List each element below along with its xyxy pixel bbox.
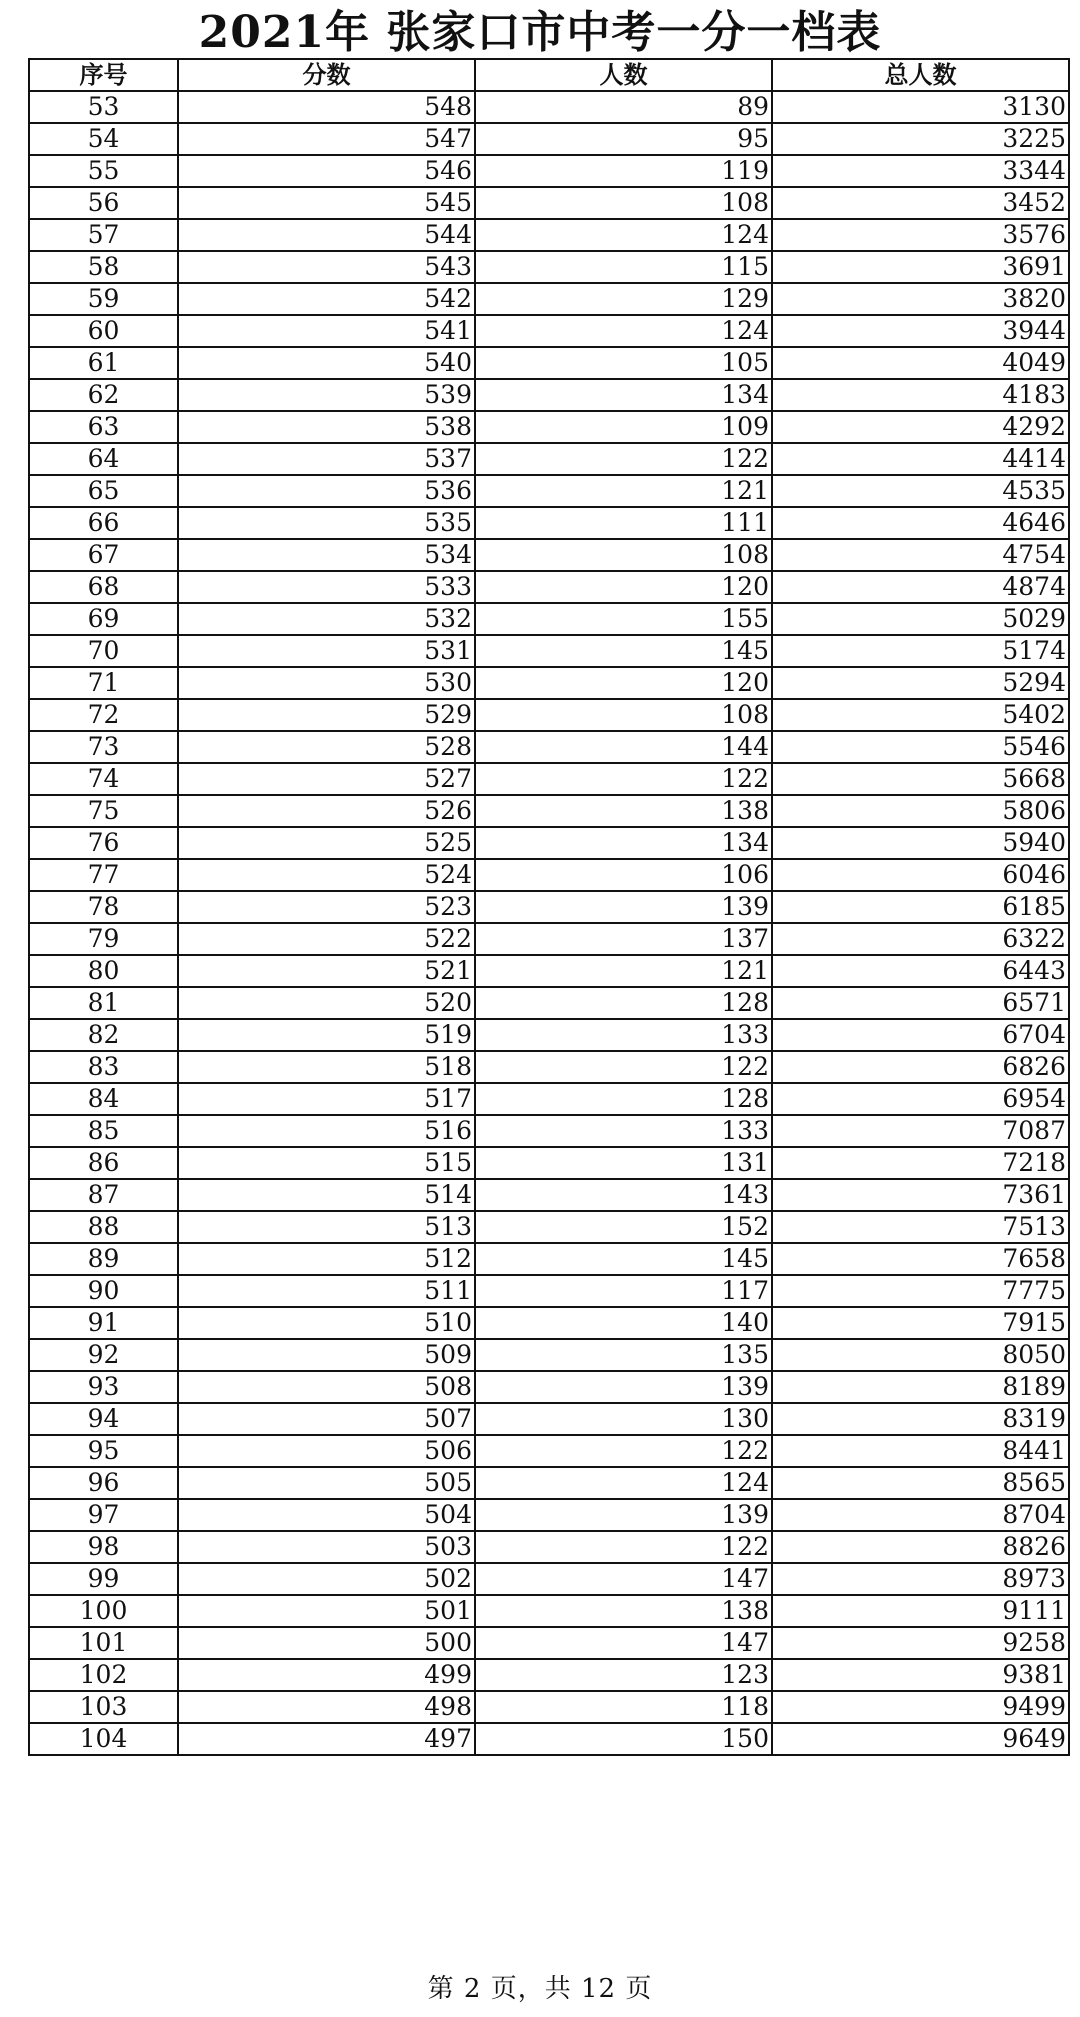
- cell-count: 123: [475, 1659, 772, 1691]
- cell-total: 4049: [772, 347, 1069, 379]
- table-row: [29, 1627, 1069, 1659]
- table-row: [29, 443, 1069, 475]
- cell-seq: 94: [29, 1403, 178, 1435]
- cell-seq: 64: [29, 443, 178, 475]
- table-row: [29, 411, 1069, 443]
- cell-score: 545: [178, 187, 475, 219]
- table-row: [29, 1147, 1069, 1179]
- table-row: [29, 251, 1069, 283]
- table-row: [29, 795, 1069, 827]
- cell-seq: 55: [29, 155, 178, 187]
- cell-count: 105: [475, 347, 772, 379]
- cell-seq: 59: [29, 283, 178, 315]
- cell-seq: 79: [29, 923, 178, 955]
- cell-score: 516: [178, 1115, 475, 1147]
- cell-total: 9111: [772, 1595, 1069, 1627]
- cell-count: 147: [475, 1627, 772, 1659]
- cell-total: 5294: [772, 667, 1069, 699]
- cell-total: 4754: [772, 539, 1069, 571]
- table-header-row: [29, 59, 1069, 91]
- cell-count: 143: [475, 1179, 772, 1211]
- cell-count: 138: [475, 795, 772, 827]
- cell-seq: 101: [29, 1627, 178, 1659]
- cell-count: 120: [475, 667, 772, 699]
- cell-total: 9499: [772, 1691, 1069, 1723]
- cell-count: 89: [475, 91, 772, 123]
- table-row: [29, 1243, 1069, 1275]
- cell-total: 8973: [772, 1563, 1069, 1595]
- table-row: [29, 507, 1069, 539]
- cell-score: 500: [178, 1627, 475, 1659]
- cell-count: 137: [475, 923, 772, 955]
- cell-count: 133: [475, 1115, 772, 1147]
- cell-count: 145: [475, 635, 772, 667]
- cell-count: 121: [475, 475, 772, 507]
- cell-count: 106: [475, 859, 772, 891]
- cell-seq: 84: [29, 1083, 178, 1115]
- table-row: [29, 571, 1069, 603]
- cell-score: 505: [178, 1467, 475, 1499]
- cell-count: 117: [475, 1275, 772, 1307]
- cell-seq: 63: [29, 411, 178, 443]
- cell-total: 3820: [772, 283, 1069, 315]
- cell-score: 548: [178, 91, 475, 123]
- cell-count: 122: [475, 1531, 772, 1563]
- table-row: [29, 1115, 1069, 1147]
- cell-seq: 68: [29, 571, 178, 603]
- cell-score: 542: [178, 283, 475, 315]
- table-row: [29, 923, 1069, 955]
- cell-total: 6704: [772, 1019, 1069, 1051]
- cell-total: 3130: [772, 91, 1069, 123]
- cell-count: 108: [475, 699, 772, 731]
- cell-score: 515: [178, 1147, 475, 1179]
- cell-total: 5174: [772, 635, 1069, 667]
- cell-count: 147: [475, 1563, 772, 1595]
- cell-seq: 90: [29, 1275, 178, 1307]
- cell-score: 520: [178, 987, 475, 1019]
- cell-seq: 69: [29, 603, 178, 635]
- cell-score: 511: [178, 1275, 475, 1307]
- table-row: [29, 1211, 1069, 1243]
- cell-total: 6322: [772, 923, 1069, 955]
- cell-score: 506: [178, 1435, 475, 1467]
- cell-total: 7658: [772, 1243, 1069, 1275]
- cell-score: 519: [178, 1019, 475, 1051]
- cell-total: 9649: [772, 1723, 1069, 1755]
- cell-total: 4535: [772, 475, 1069, 507]
- cell-seq: 93: [29, 1371, 178, 1403]
- table-row: [29, 379, 1069, 411]
- cell-seq: 85: [29, 1115, 178, 1147]
- cell-seq: 78: [29, 891, 178, 923]
- cell-score: 528: [178, 731, 475, 763]
- cell-count: 139: [475, 891, 772, 923]
- cell-score: 530: [178, 667, 475, 699]
- cell-total: 7218: [772, 1147, 1069, 1179]
- page-title: 2021年 张家口市中考一分一档表: [198, 7, 882, 58]
- cell-seq: 88: [29, 1211, 178, 1243]
- page-footer: 第 2 页，共 12 页: [427, 1974, 653, 2004]
- table-row: [29, 1723, 1069, 1755]
- cell-total: 4183: [772, 379, 1069, 411]
- cell-score: 518: [178, 1051, 475, 1083]
- cell-count: 124: [475, 1467, 772, 1499]
- table-row: [29, 1659, 1069, 1691]
- cell-seq: 72: [29, 699, 178, 731]
- cell-seq: 56: [29, 187, 178, 219]
- cell-score: 547: [178, 123, 475, 155]
- cell-total: 9381: [772, 1659, 1069, 1691]
- cell-count: 128: [475, 987, 772, 1019]
- table-row: [29, 1179, 1069, 1211]
- cell-seq: 54: [29, 123, 178, 155]
- table-row: [29, 1563, 1069, 1595]
- table-row: [29, 1051, 1069, 1083]
- table-row: [29, 539, 1069, 571]
- cell-score: 534: [178, 539, 475, 571]
- cell-score: 529: [178, 699, 475, 731]
- cell-count: 108: [475, 539, 772, 571]
- cell-seq: 103: [29, 1691, 178, 1723]
- cell-score: 504: [178, 1499, 475, 1531]
- cell-seq: 66: [29, 507, 178, 539]
- cell-total: 4292: [772, 411, 1069, 443]
- cell-seq: 82: [29, 1019, 178, 1051]
- table-row: [29, 635, 1069, 667]
- cell-count: 144: [475, 731, 772, 763]
- cell-seq: 80: [29, 955, 178, 987]
- table-row: [29, 731, 1069, 763]
- cell-total: 6443: [772, 955, 1069, 987]
- cell-score: 538: [178, 411, 475, 443]
- cell-score: 533: [178, 571, 475, 603]
- cell-count: 122: [475, 763, 772, 795]
- cell-score: 525: [178, 827, 475, 859]
- cell-count: 145: [475, 1243, 772, 1275]
- table-row: [29, 1371, 1069, 1403]
- cell-count: 122: [475, 1051, 772, 1083]
- cell-total: 8704: [772, 1499, 1069, 1531]
- cell-seq: 99: [29, 1563, 178, 1595]
- cell-total: 6954: [772, 1083, 1069, 1115]
- cell-total: 5806: [772, 795, 1069, 827]
- cell-count: 155: [475, 603, 772, 635]
- table-row: [29, 123, 1069, 155]
- table-row: [29, 475, 1069, 507]
- header-count: 人数: [475, 59, 772, 91]
- table-row: [29, 219, 1069, 251]
- cell-seq: 95: [29, 1435, 178, 1467]
- cell-count: 128: [475, 1083, 772, 1115]
- cell-total: 5029: [772, 603, 1069, 635]
- cell-score: 502: [178, 1563, 475, 1595]
- cell-total: 8826: [772, 1531, 1069, 1563]
- cell-score: 501: [178, 1595, 475, 1627]
- cell-score: 544: [178, 219, 475, 251]
- cell-count: 135: [475, 1339, 772, 1371]
- cell-score: 539: [178, 379, 475, 411]
- cell-total: 5668: [772, 763, 1069, 795]
- cell-seq: 96: [29, 1467, 178, 1499]
- cell-seq: 98: [29, 1531, 178, 1563]
- cell-score: 540: [178, 347, 475, 379]
- cell-seq: 92: [29, 1339, 178, 1371]
- cell-score: 543: [178, 251, 475, 283]
- cell-count: 124: [475, 315, 772, 347]
- cell-count: 108: [475, 187, 772, 219]
- table-row: [29, 667, 1069, 699]
- cell-seq: 102: [29, 1659, 178, 1691]
- table-row: [29, 827, 1069, 859]
- cell-total: 3691: [772, 251, 1069, 283]
- cell-seq: 86: [29, 1147, 178, 1179]
- table-row: [29, 1339, 1069, 1371]
- cell-score: 526: [178, 795, 475, 827]
- cell-seq: 91: [29, 1307, 178, 1339]
- cell-seq: 58: [29, 251, 178, 283]
- cell-count: 118: [475, 1691, 772, 1723]
- cell-count: 121: [475, 955, 772, 987]
- cell-seq: 57: [29, 219, 178, 251]
- table-row: [29, 91, 1069, 123]
- cell-seq: 87: [29, 1179, 178, 1211]
- cell-seq: 71: [29, 667, 178, 699]
- table-row: [29, 699, 1069, 731]
- table-row: [29, 859, 1069, 891]
- cell-seq: 74: [29, 763, 178, 795]
- cell-count: 122: [475, 1435, 772, 1467]
- table-row: [29, 283, 1069, 315]
- cell-total: 3344: [772, 155, 1069, 187]
- table-row: [29, 315, 1069, 347]
- cell-score: 509: [178, 1339, 475, 1371]
- cell-total: 7775: [772, 1275, 1069, 1307]
- cell-seq: 53: [29, 91, 178, 123]
- cell-count: 95: [475, 123, 772, 155]
- cell-seq: 73: [29, 731, 178, 763]
- cell-seq: 65: [29, 475, 178, 507]
- score-table: [28, 58, 1070, 1756]
- cell-count: 115: [475, 251, 772, 283]
- cell-total: 8441: [772, 1435, 1069, 1467]
- cell-seq: 104: [29, 1723, 178, 1755]
- cell-score: 541: [178, 315, 475, 347]
- table-row: [29, 1691, 1069, 1723]
- table-row: [29, 187, 1069, 219]
- cell-score: 498: [178, 1691, 475, 1723]
- header-seq: 序号: [29, 59, 178, 91]
- cell-total: 6046: [772, 859, 1069, 891]
- cell-total: 3944: [772, 315, 1069, 347]
- table-row: [29, 1531, 1069, 1563]
- header-total: 总人数: [772, 59, 1069, 91]
- cell-score: 517: [178, 1083, 475, 1115]
- table-row: [29, 1083, 1069, 1115]
- table-row: [29, 955, 1069, 987]
- cell-total: 8050: [772, 1339, 1069, 1371]
- cell-score: 513: [178, 1211, 475, 1243]
- table-row: [29, 1403, 1069, 1435]
- cell-total: 5940: [772, 827, 1069, 859]
- cell-seq: 81: [29, 987, 178, 1019]
- cell-total: 4874: [772, 571, 1069, 603]
- table-row: [29, 347, 1069, 379]
- cell-seq: 83: [29, 1051, 178, 1083]
- cell-count: 133: [475, 1019, 772, 1051]
- cell-count: 138: [475, 1595, 772, 1627]
- table-row: [29, 891, 1069, 923]
- cell-score: 514: [178, 1179, 475, 1211]
- cell-score: 536: [178, 475, 475, 507]
- cell-count: 124: [475, 219, 772, 251]
- cell-seq: 77: [29, 859, 178, 891]
- cell-count: 122: [475, 443, 772, 475]
- cell-total: 6571: [772, 987, 1069, 1019]
- cell-total: 5546: [772, 731, 1069, 763]
- cell-score: 512: [178, 1243, 475, 1275]
- cell-total: 4646: [772, 507, 1069, 539]
- cell-count: 134: [475, 379, 772, 411]
- cell-seq: 97: [29, 1499, 178, 1531]
- cell-count: 140: [475, 1307, 772, 1339]
- cell-total: 9258: [772, 1627, 1069, 1659]
- cell-score: 524: [178, 859, 475, 891]
- cell-total: 4414: [772, 443, 1069, 475]
- cell-count: 119: [475, 155, 772, 187]
- cell-total: 7915: [772, 1307, 1069, 1339]
- cell-count: 109: [475, 411, 772, 443]
- cell-seq: 60: [29, 315, 178, 347]
- table-row: [29, 763, 1069, 795]
- cell-seq: 100: [29, 1595, 178, 1627]
- cell-score: 535: [178, 507, 475, 539]
- cell-seq: 89: [29, 1243, 178, 1275]
- table-row: [29, 1307, 1069, 1339]
- cell-total: 7513: [772, 1211, 1069, 1243]
- cell-count: 134: [475, 827, 772, 859]
- cell-score: 531: [178, 635, 475, 667]
- cell-total: 3225: [772, 123, 1069, 155]
- table-row: [29, 155, 1069, 187]
- cell-score: 510: [178, 1307, 475, 1339]
- cell-score: 499: [178, 1659, 475, 1691]
- cell-count: 152: [475, 1211, 772, 1243]
- cell-total: 6826: [772, 1051, 1069, 1083]
- cell-score: 523: [178, 891, 475, 923]
- header-score: 分数: [178, 59, 475, 91]
- cell-seq: 62: [29, 379, 178, 411]
- cell-score: 521: [178, 955, 475, 987]
- cell-total: 5402: [772, 699, 1069, 731]
- cell-seq: 76: [29, 827, 178, 859]
- table-row: [29, 1435, 1069, 1467]
- cell-score: 527: [178, 763, 475, 795]
- cell-count: 120: [475, 571, 772, 603]
- cell-score: 507: [178, 1403, 475, 1435]
- cell-score: 497: [178, 1723, 475, 1755]
- cell-total: 6185: [772, 891, 1069, 923]
- table-body: [29, 91, 1069, 1755]
- cell-score: 537: [178, 443, 475, 475]
- cell-count: 111: [475, 507, 772, 539]
- table-row: [29, 1467, 1069, 1499]
- cell-score: 546: [178, 155, 475, 187]
- cell-score: 522: [178, 923, 475, 955]
- cell-score: 508: [178, 1371, 475, 1403]
- cell-count: 150: [475, 1723, 772, 1755]
- cell-total: 8565: [772, 1467, 1069, 1499]
- cell-total: 8189: [772, 1371, 1069, 1403]
- cell-count: 131: [475, 1147, 772, 1179]
- cell-seq: 61: [29, 347, 178, 379]
- cell-count: 139: [475, 1499, 772, 1531]
- cell-total: 3452: [772, 187, 1069, 219]
- cell-seq: 67: [29, 539, 178, 571]
- cell-total: 7087: [772, 1115, 1069, 1147]
- table-row: [29, 1595, 1069, 1627]
- table-row: [29, 1019, 1069, 1051]
- cell-count: 139: [475, 1371, 772, 1403]
- table-row: [29, 603, 1069, 635]
- table-row: [29, 1275, 1069, 1307]
- cell-total: 3576: [772, 219, 1069, 251]
- cell-count: 130: [475, 1403, 772, 1435]
- table-row: [29, 987, 1069, 1019]
- cell-total: 7361: [772, 1179, 1069, 1211]
- cell-total: 8319: [772, 1403, 1069, 1435]
- cell-score: 532: [178, 603, 475, 635]
- cell-seq: 75: [29, 795, 178, 827]
- table-row: [29, 1499, 1069, 1531]
- cell-count: 129: [475, 283, 772, 315]
- cell-score: 503: [178, 1531, 475, 1563]
- cell-seq: 70: [29, 635, 178, 667]
